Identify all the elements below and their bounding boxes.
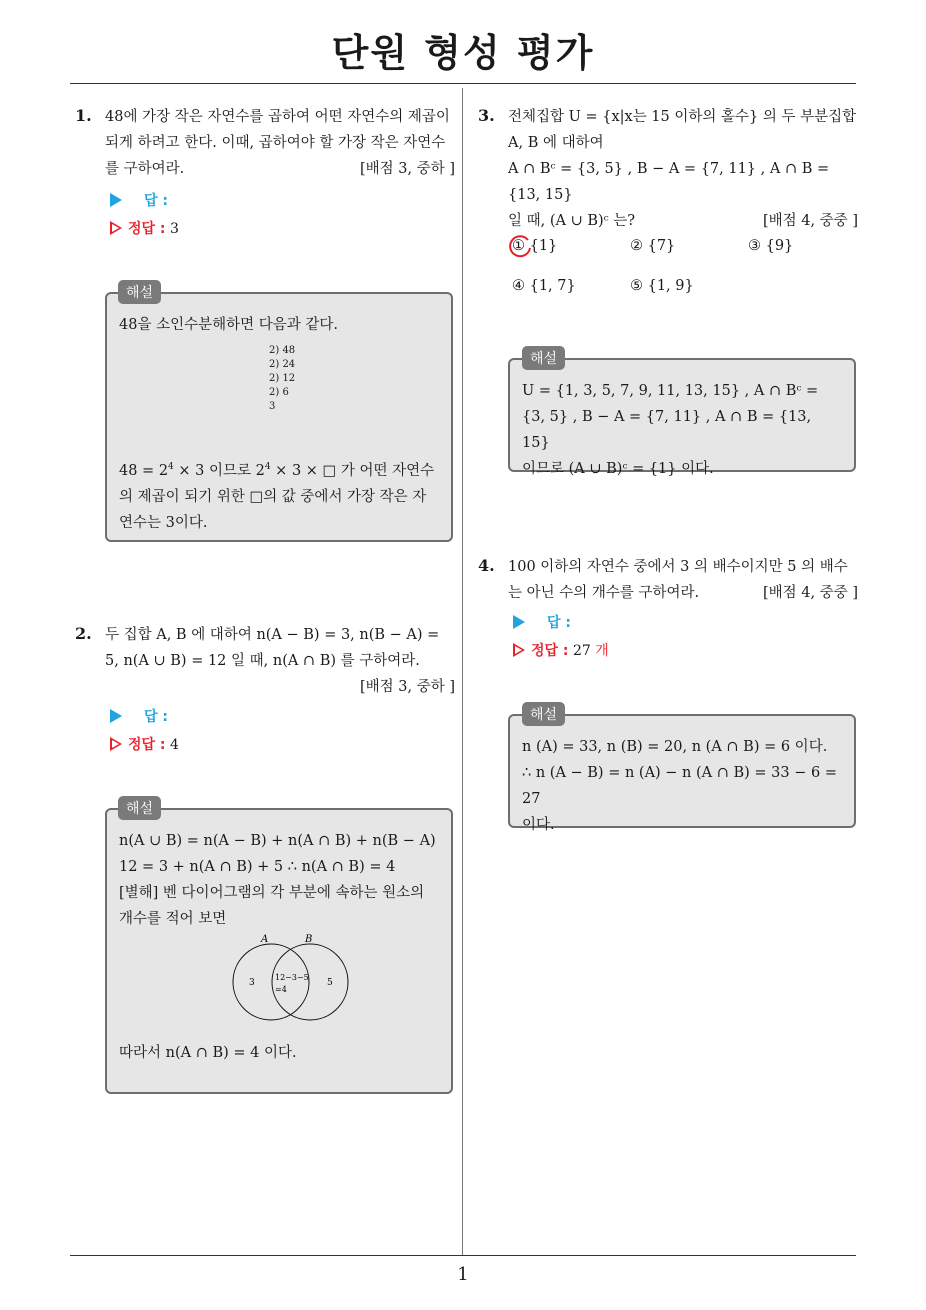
venn-diagram bbox=[119, 932, 441, 1032]
answer-label: 답 : bbox=[110, 190, 168, 210]
explanation-box bbox=[508, 714, 856, 833]
outline-play-icon bbox=[513, 643, 525, 657]
question-4-number: 4. bbox=[478, 556, 495, 575]
play-icon bbox=[513, 615, 525, 629]
outline-play-icon bbox=[110, 221, 122, 235]
venn-left-value: 3 bbox=[249, 978, 255, 988]
factorization: 2) 48 2) 24 2) 12 2) 6 3 bbox=[269, 345, 296, 412]
question-3-number: 3. bbox=[478, 106, 495, 125]
question-3-condition: A ∩ Bᶜ = {3, 5} , B − A = {7, 11} , A ∩ B = {13, 15} bbox=[508, 161, 830, 203]
explain-text: [별해] 벤 다이어그램의 각 부분에 속하는 원소의 개수를 적어 보면 bbox=[119, 885, 425, 927]
question-1-number: 1. bbox=[75, 106, 92, 125]
explain-text: $48 = 2^4 \times 3$ 이므로 $2^4 \times 3$ × □ 가 어떤 자연수의 제곱이 되기 위한 □의 값 중에서 가장 작은 자연수는 3이다. bbox=[119, 462, 435, 531]
venn-middle-result: =4 bbox=[275, 985, 287, 994]
play-icon bbox=[110, 709, 122, 723]
correct-answer: 정답 : 4 bbox=[110, 734, 179, 754]
correct-answer: 정답 : 3 bbox=[110, 218, 179, 238]
question-4-score: [배점 4, 중중 ] bbox=[762, 585, 858, 601]
question-2-number: 2. bbox=[75, 624, 92, 643]
answer-label: 답 : bbox=[513, 612, 571, 632]
explain-text: n(A ∪ B) = n(A − B) + n(A ∩ B) + n(B − A) bbox=[119, 833, 436, 849]
question-3 bbox=[508, 104, 858, 234]
explain-text: 이므로 (A ∪ B)ᶜ = {1} 이다. bbox=[522, 461, 714, 477]
bottom-divider bbox=[70, 1255, 856, 1256]
venn-right-value: 5 bbox=[327, 978, 333, 988]
question-4-text: 100 이하의 자연수 중에서 3 의 배수이지만 5 의 배수는 아닌 수의 개수를 구하여라. bbox=[508, 559, 848, 601]
explain-text: 이다. bbox=[522, 817, 555, 833]
explanation-box bbox=[105, 292, 453, 542]
question-4 bbox=[508, 554, 858, 606]
page-title: 단원 형성 평가 bbox=[331, 31, 595, 75]
venn-label-b: B bbox=[305, 934, 313, 945]
explain-text: 따라서 n(A ∩ B) = 4 이다. bbox=[119, 1045, 297, 1061]
explain-text: ∴ n (A − B) = n (A) − n (A ∩ B) = 33 − 6 = 27 bbox=[522, 765, 837, 807]
venn-circle-a bbox=[233, 944, 309, 1020]
explanation-box bbox=[508, 358, 856, 477]
explanation-box bbox=[105, 808, 453, 1094]
page-number: 1 bbox=[457, 1264, 469, 1285]
venn-middle-value: 12−3−5 bbox=[275, 973, 309, 982]
venn-circle-b bbox=[272, 944, 348, 1020]
question-1-score: [배점 3, 중하 ] bbox=[359, 161, 455, 177]
question-1-text: 48에 가장 작은 자연수를 곱하여 어떤 자연수의 제곱이 되게 하려고 한다. 이때, 곱하여야 할 가장 작은 자연수를 구하여라. bbox=[105, 109, 450, 177]
play-icon bbox=[110, 193, 122, 207]
explanation-tag: 해설 bbox=[118, 796, 161, 820]
answer-label: 답 : bbox=[110, 706, 168, 726]
question-3-text: 전체집합 U = {x|x는 15 이하의 홀수} 의 두 부분집합 A, B 에 대하여 bbox=[508, 109, 857, 151]
column-divider bbox=[462, 88, 463, 1256]
question-2-score: [배점 3, 중하 ] bbox=[359, 679, 455, 695]
explain-text: n (A) = 33, n (B) = 20, n (A ∩ B) = 6 이다. bbox=[522, 739, 828, 755]
question-3-ask: 일 때, (A ∪ B)ᶜ 는? bbox=[508, 213, 636, 229]
venn-label-a: A bbox=[261, 934, 269, 945]
correct-answer: 정답 : 27 개 bbox=[513, 640, 609, 660]
choice-3[interactable]: ③ {9} bbox=[748, 238, 794, 254]
explain-text: U = {1, 3, 5, 7, 9, 11, 13, 15} , A ∩ Bᶜ = bbox=[522, 383, 819, 399]
top-divider bbox=[70, 83, 856, 84]
explain-text: {3, 5} , B − A = {7, 11} , A ∩ B = {13, 15} bbox=[522, 409, 812, 451]
outline-play-icon bbox=[110, 737, 122, 751]
explanation-tag: 해설 bbox=[118, 280, 161, 304]
question-2 bbox=[105, 622, 455, 700]
choice-1[interactable]: ① {1} bbox=[512, 238, 557, 254]
question-3-score: [배점 4, 중중 ] bbox=[762, 213, 858, 229]
explain-text: 12 = 3 + n(A ∩ B) + 5 ∴ n(A ∩ B) = 4 bbox=[119, 859, 396, 875]
selected-circle-icon bbox=[508, 234, 534, 260]
choice-5[interactable]: ⑤ {1, 9} bbox=[630, 278, 694, 294]
question-2-text: 두 집합 A, B 에 대하여 n(A − B) = 3, n(B − A) = 5, n(A ∪ B) = 12 일 때, n(A ∩ B) 를 구하여라. bbox=[105, 627, 440, 669]
question-1 bbox=[105, 104, 455, 182]
explain-text: 48을 소인수분해하면 다음과 같다. bbox=[119, 317, 338, 333]
choice-2[interactable]: ② {7} bbox=[630, 238, 676, 254]
explanation-tag: 해설 bbox=[522, 346, 565, 370]
explanation-tag: 해설 bbox=[522, 702, 565, 726]
choice-4[interactable]: ④ {1, 7} bbox=[512, 278, 576, 294]
